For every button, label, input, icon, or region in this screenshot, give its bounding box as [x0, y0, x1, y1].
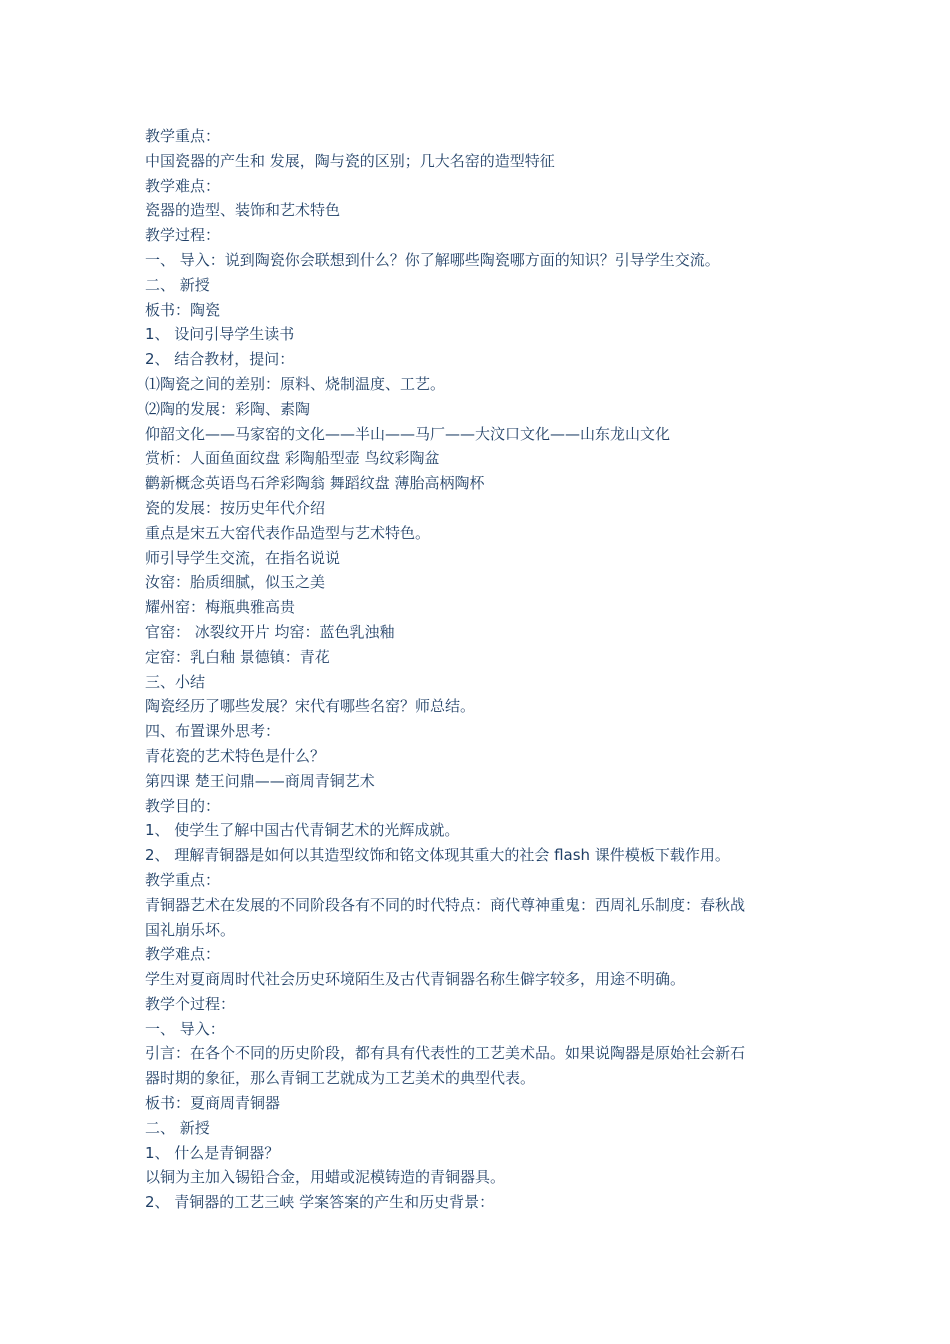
text-line: 官窑： 冰裂纹开片 均窑：蓝色乳浊釉	[145, 622, 395, 641]
text-line: 汝窑：胎质细腻，似玉之美	[145, 573, 326, 592]
text-line: 青铜器艺术在发展的不同阶段各有不同的时代特点：商代尊神重鬼：西周礼乐制度：春秋战	[145, 895, 746, 914]
text-line: ⑴陶瓷之间的差别：原料、烧制温度、工艺。	[145, 374, 446, 393]
text-line: 鹳新概念英语鸟石斧彩陶翁 舞蹈纹盘 薄胎高柄陶杯	[145, 474, 485, 493]
text-line: 2、 青铜器的工艺三峡 学案答案的产生和历史背景：	[145, 1193, 495, 1212]
text-line: 1、 什么是青铜器？	[145, 1143, 280, 1162]
text-line: 瓷器的造型、装饰和艺术特色	[145, 201, 341, 220]
text-line: 重点是宋五大窑代表作品造型与艺术特色。	[145, 523, 431, 542]
text-line: 师引导学生交流，在指名说说	[145, 548, 341, 567]
text-line: 青花瓷的艺术特色是什么？	[145, 746, 326, 765]
document-body	[145, 124, 815, 1215]
text-line: 教学个过程：	[145, 994, 236, 1013]
text-line: 教学目的：	[145, 796, 221, 815]
text-line: ⑵陶的发展：彩陶、素陶	[145, 399, 311, 418]
text-line: 陶瓷经历了哪些发展？宋代有哪些名窑？师总结。	[145, 697, 476, 716]
text-line: 引言：在各个不同的历史阶段，都有具有代表性的工艺美术品。如果说陶器是原始社会新石	[145, 1044, 746, 1063]
text-line: 1、 使学生了解中国古代青铜艺术的光辉成就。	[145, 821, 460, 840]
text-line: 教学难点：	[145, 945, 221, 964]
text-line: 2、 理解青铜器是如何以其造型纹饰和铭文体现其重大的社会 flash 课件模板下载作用。	[145, 846, 730, 865]
text-line: 国礼崩乐坏。	[145, 920, 236, 939]
text-line: 器时期的象征，那么青铜工艺就成为工艺美术的典型代表。	[145, 1069, 536, 1088]
text-line: 教学重点：	[145, 127, 221, 145]
text-line: 四、布置课外思考：	[145, 722, 281, 741]
text-line: 板书：夏商周青铜器	[145, 1094, 281, 1113]
text-line: 教学难点：	[145, 176, 221, 195]
text-line: 二、 新授	[145, 275, 210, 294]
text-line: 第四课 楚王问鼎——商周青铜艺术	[145, 771, 375, 790]
text-line: 定窑：乳白釉 景德镇：青花	[145, 647, 330, 666]
text-line: 三、小结	[145, 672, 206, 691]
text-line: 学生对夏商周时代社会历史环境陌生及古代青铜器名称生僻字较多，用途不明确。	[145, 970, 686, 989]
text-line: 板书：陶瓷	[145, 300, 221, 319]
text-line: 中国瓷器的产生和 发展，陶与瓷的区别；几大名窑的造型特征	[145, 151, 555, 170]
text-line: 耀州窑：梅瓶典雅高贵	[145, 598, 296, 617]
text-line: 二、 新授	[145, 1118, 210, 1137]
text-line: 一、 导入：说到陶瓷你会联想到什么？你了解哪些陶瓷哪方面的知识？引导学生交流。	[145, 250, 720, 269]
text-line: 教学过程：	[145, 226, 221, 245]
text-line: 1、 设问引导学生读书	[145, 325, 295, 344]
text-line: 以铜为主加入锡铅合金，用蜡或泥模铸造的青铜器具。	[145, 1168, 506, 1187]
text-line: 仰韶文化——马家窑的文化——半山——马厂——大汶口文化——山东龙山文化	[145, 424, 671, 443]
text-line: 2、 结合教材，提问：	[145, 350, 295, 369]
text-line: 教学重点：	[145, 870, 221, 889]
text-line: 瓷的发展：按历史年代介绍	[145, 498, 326, 517]
text-line: 一、 导入：	[145, 1019, 225, 1038]
text-line: 赏析：人面鱼面纹盘 彩陶船型壶 鸟纹彩陶盆	[145, 449, 440, 468]
